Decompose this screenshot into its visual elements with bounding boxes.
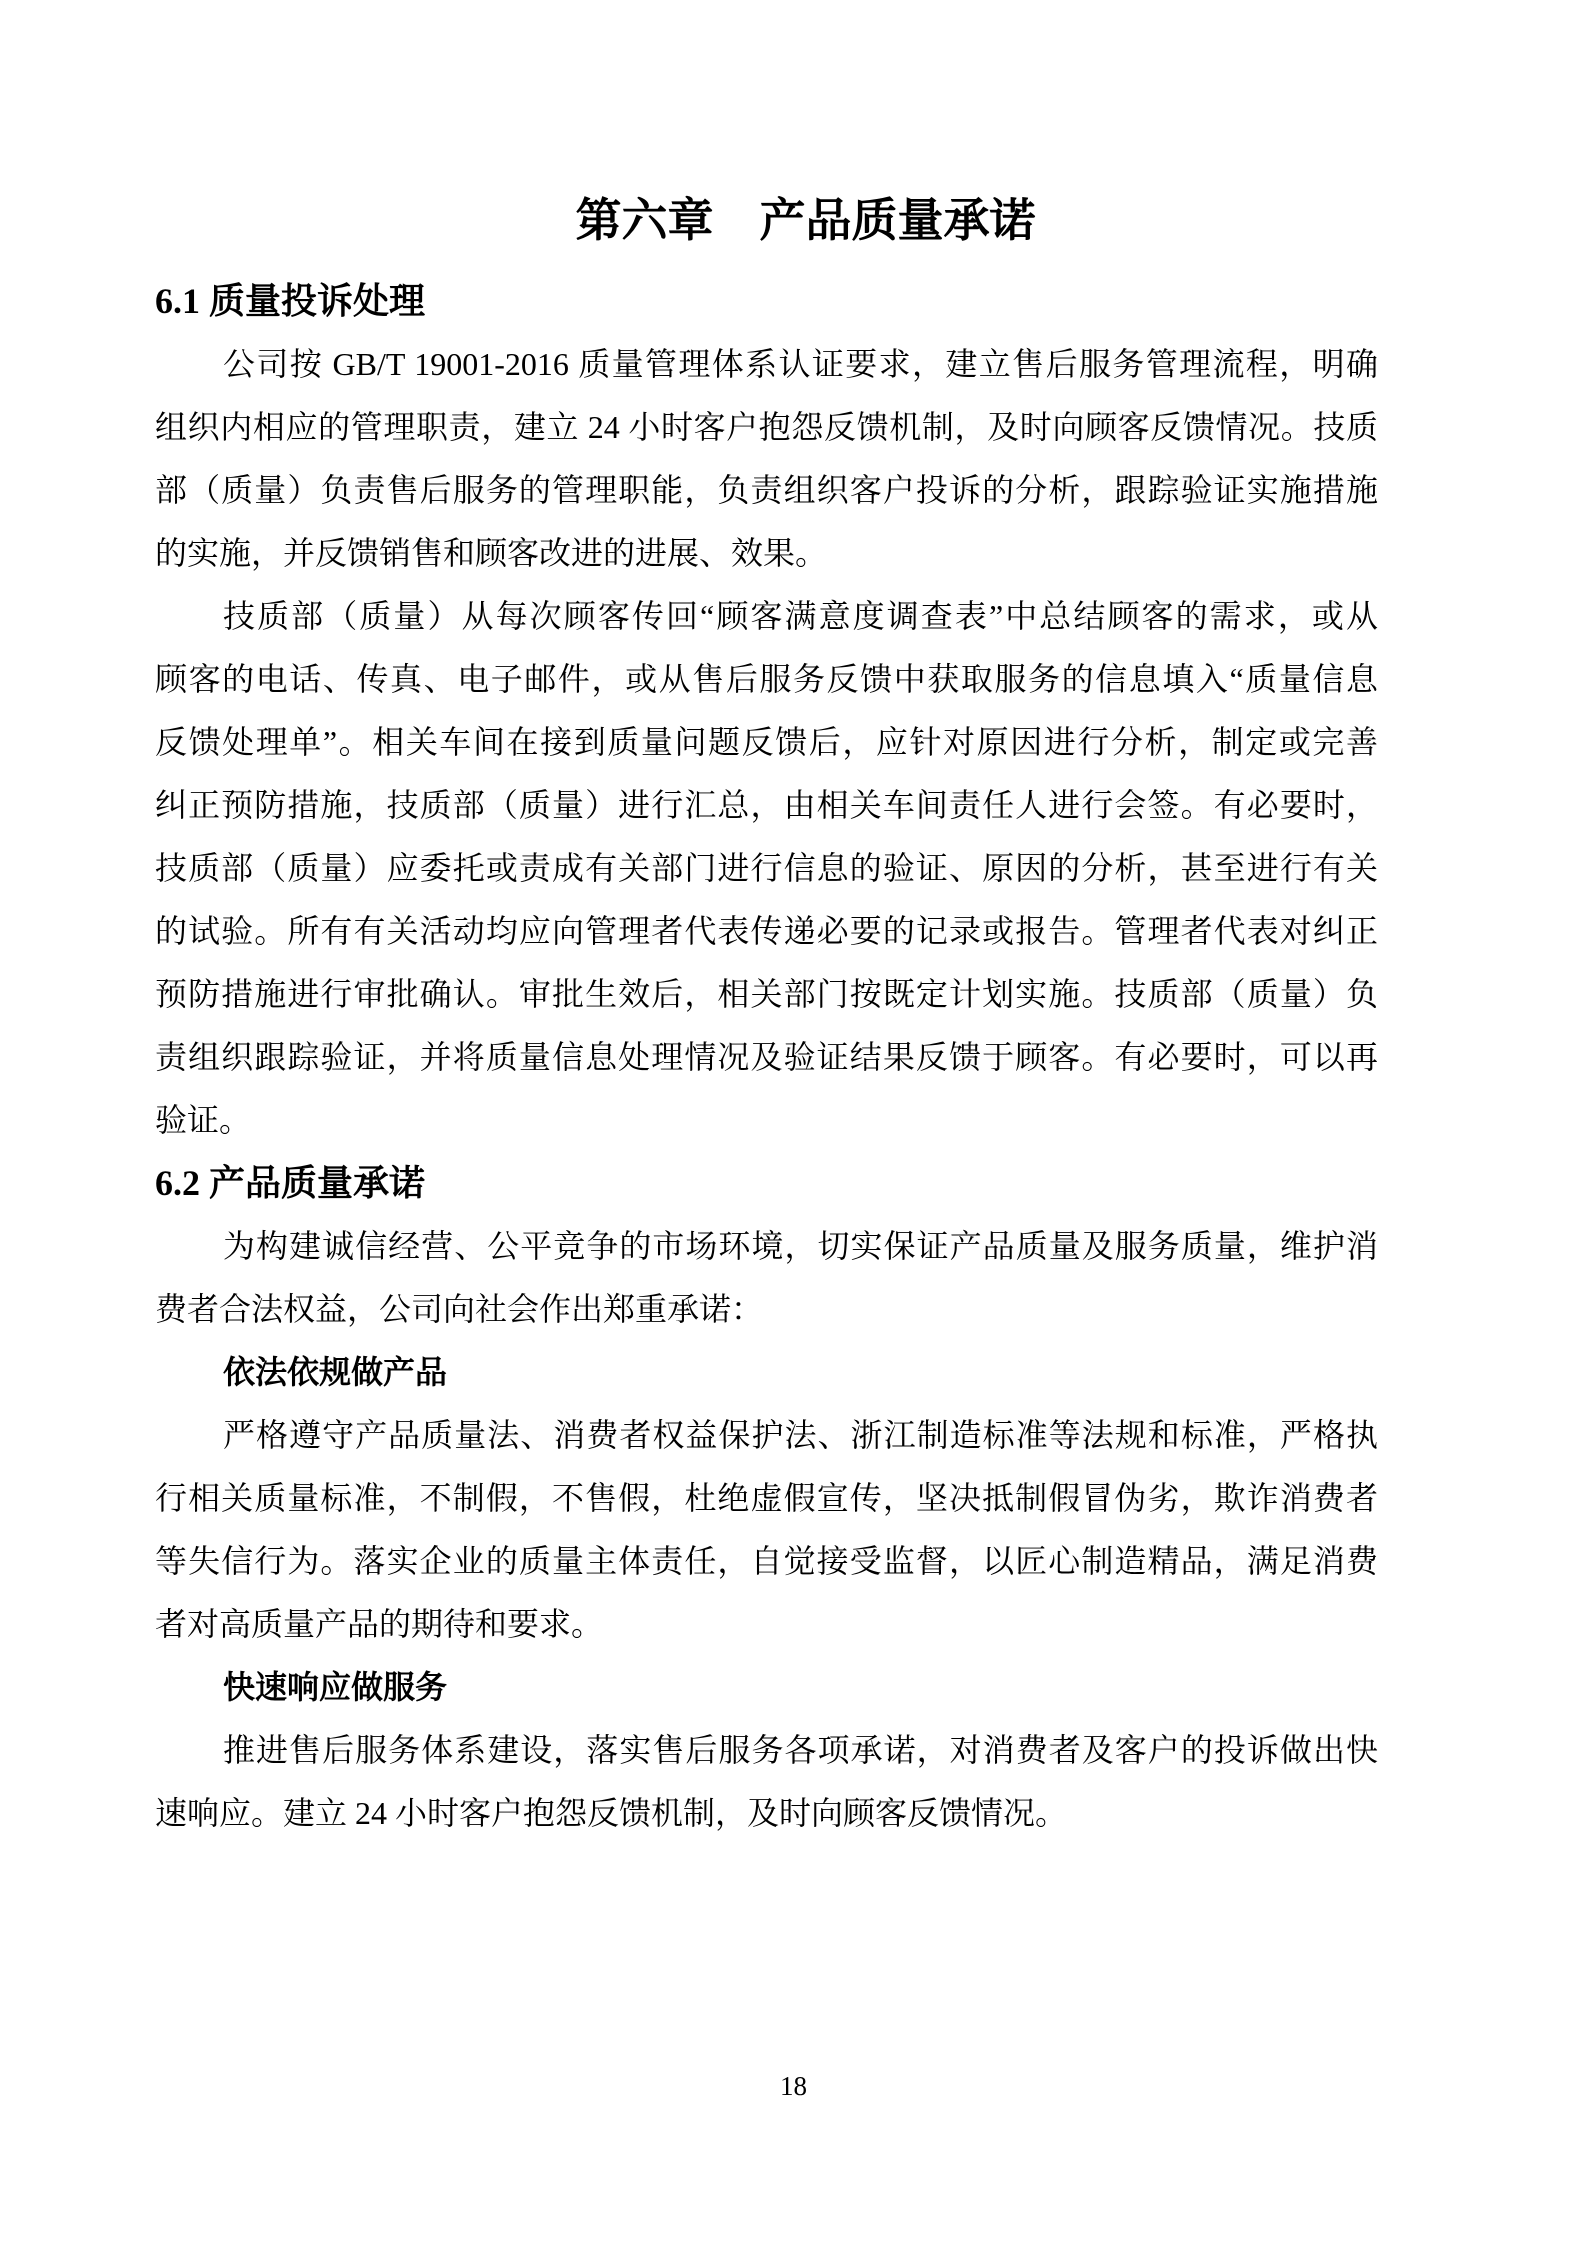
page-number: 18 [780, 2071, 807, 2101]
paragraph-line: 等失信行为。落实企业的质量主体责任，自觉接受监督，以匠心制造精品，满足消费 [155, 1543, 1378, 1579]
paragraph-line: 者对高质量产品的期待和要求。 [155, 1606, 604, 1642]
paragraph-line: 预防措施进行审批确认。审批生效后，相关部门按既定计划实施。技质部（质量）负 [155, 976, 1378, 1012]
paragraph-line: 反馈处理单”。相关车间在接到质量问题反馈后，应针对原因进行分析，制定或完善 [155, 724, 1378, 760]
paragraph-line: 为构建诚信经营、公平竞争的市场环境，切实保证产品质量及服务质量，维护消 [223, 1228, 1378, 1264]
paragraph-line: 部（质量）负责售后服务的管理职能，负责组织客户投诉的分析，跟踪验证实施措施 [155, 472, 1378, 508]
paragraph-line: 的试验。所有有关活动均应向管理者代表传递必要的记录或报告。管理者代表对纠正 [155, 913, 1378, 949]
paragraph-line: 技质部（质量）从每次顾客传回“顾客满意度调查表”中总结顾客的需求，或从 [223, 598, 1378, 634]
chapter-title: 第六章 产品质量承诺 [575, 194, 1036, 246]
paragraph-line: 费者合法权益，公司向社会作出郑重承诺： [155, 1291, 764, 1327]
paragraph-line: 责组织跟踪验证，并将质量信息处理情况及验证结果反馈于顾客。有必要时，可以再 [155, 1039, 1378, 1075]
section-heading-6-1: 6.1 质量投诉处理 [155, 281, 426, 321]
paragraph-line: 纠正预防措施，技质部（质量）进行汇总，由相关车间责任人进行会签。有必要时， [155, 787, 1378, 823]
paragraph-line: 的实施，并反馈销售和顾客改进的进展、效果。 [155, 535, 828, 571]
paragraph-line: 速响应。建立 24 小时客户抱怨反馈机制，及时向顾客反馈情况。 [155, 1795, 1068, 1831]
subsection-heading-products: 依法依规做产品 [223, 1354, 448, 1390]
paragraph-line: 严格遵守产品质量法、消费者权益保护法、浙江制造标准等法规和标准，严格执 [223, 1417, 1378, 1453]
paragraph-line: 技质部（质量）应委托或责成有关部门进行信息的验证、原因的分析，甚至进行有关 [155, 850, 1378, 886]
paragraph-line: 验证。 [155, 1102, 252, 1138]
document-content [155, 0, 1378, 1845]
section-heading-6-2: 6.2 产品质量承诺 [155, 1163, 426, 1203]
paragraph-line: 推进售后服务体系建设，落实售后服务各项承诺，对消费者及客户的投诉做出快 [223, 1732, 1378, 1768]
paragraph-line: 行相关质量标准，不制假，不售假，杜绝虚假宣传，坚决抵制假冒伪劣，欺诈消费者 [155, 1480, 1378, 1516]
paragraph-line: 组织内相应的管理职责，建立 24 小时客户抱怨反馈机制，及时向顾客反馈情况。技质 [155, 409, 1378, 445]
paragraph-line: 顾客的电话、传真、电子邮件，或从售后服务反馈中获取服务的信息填入“质量信息 [155, 661, 1378, 697]
paragraph-line: 公司按 GB/T 19001-2016 质量管理体系认证要求，建立售后服务管理流程，明确 [223, 346, 1378, 382]
subsection-heading-service: 快速响应做服务 [223, 1669, 448, 1705]
